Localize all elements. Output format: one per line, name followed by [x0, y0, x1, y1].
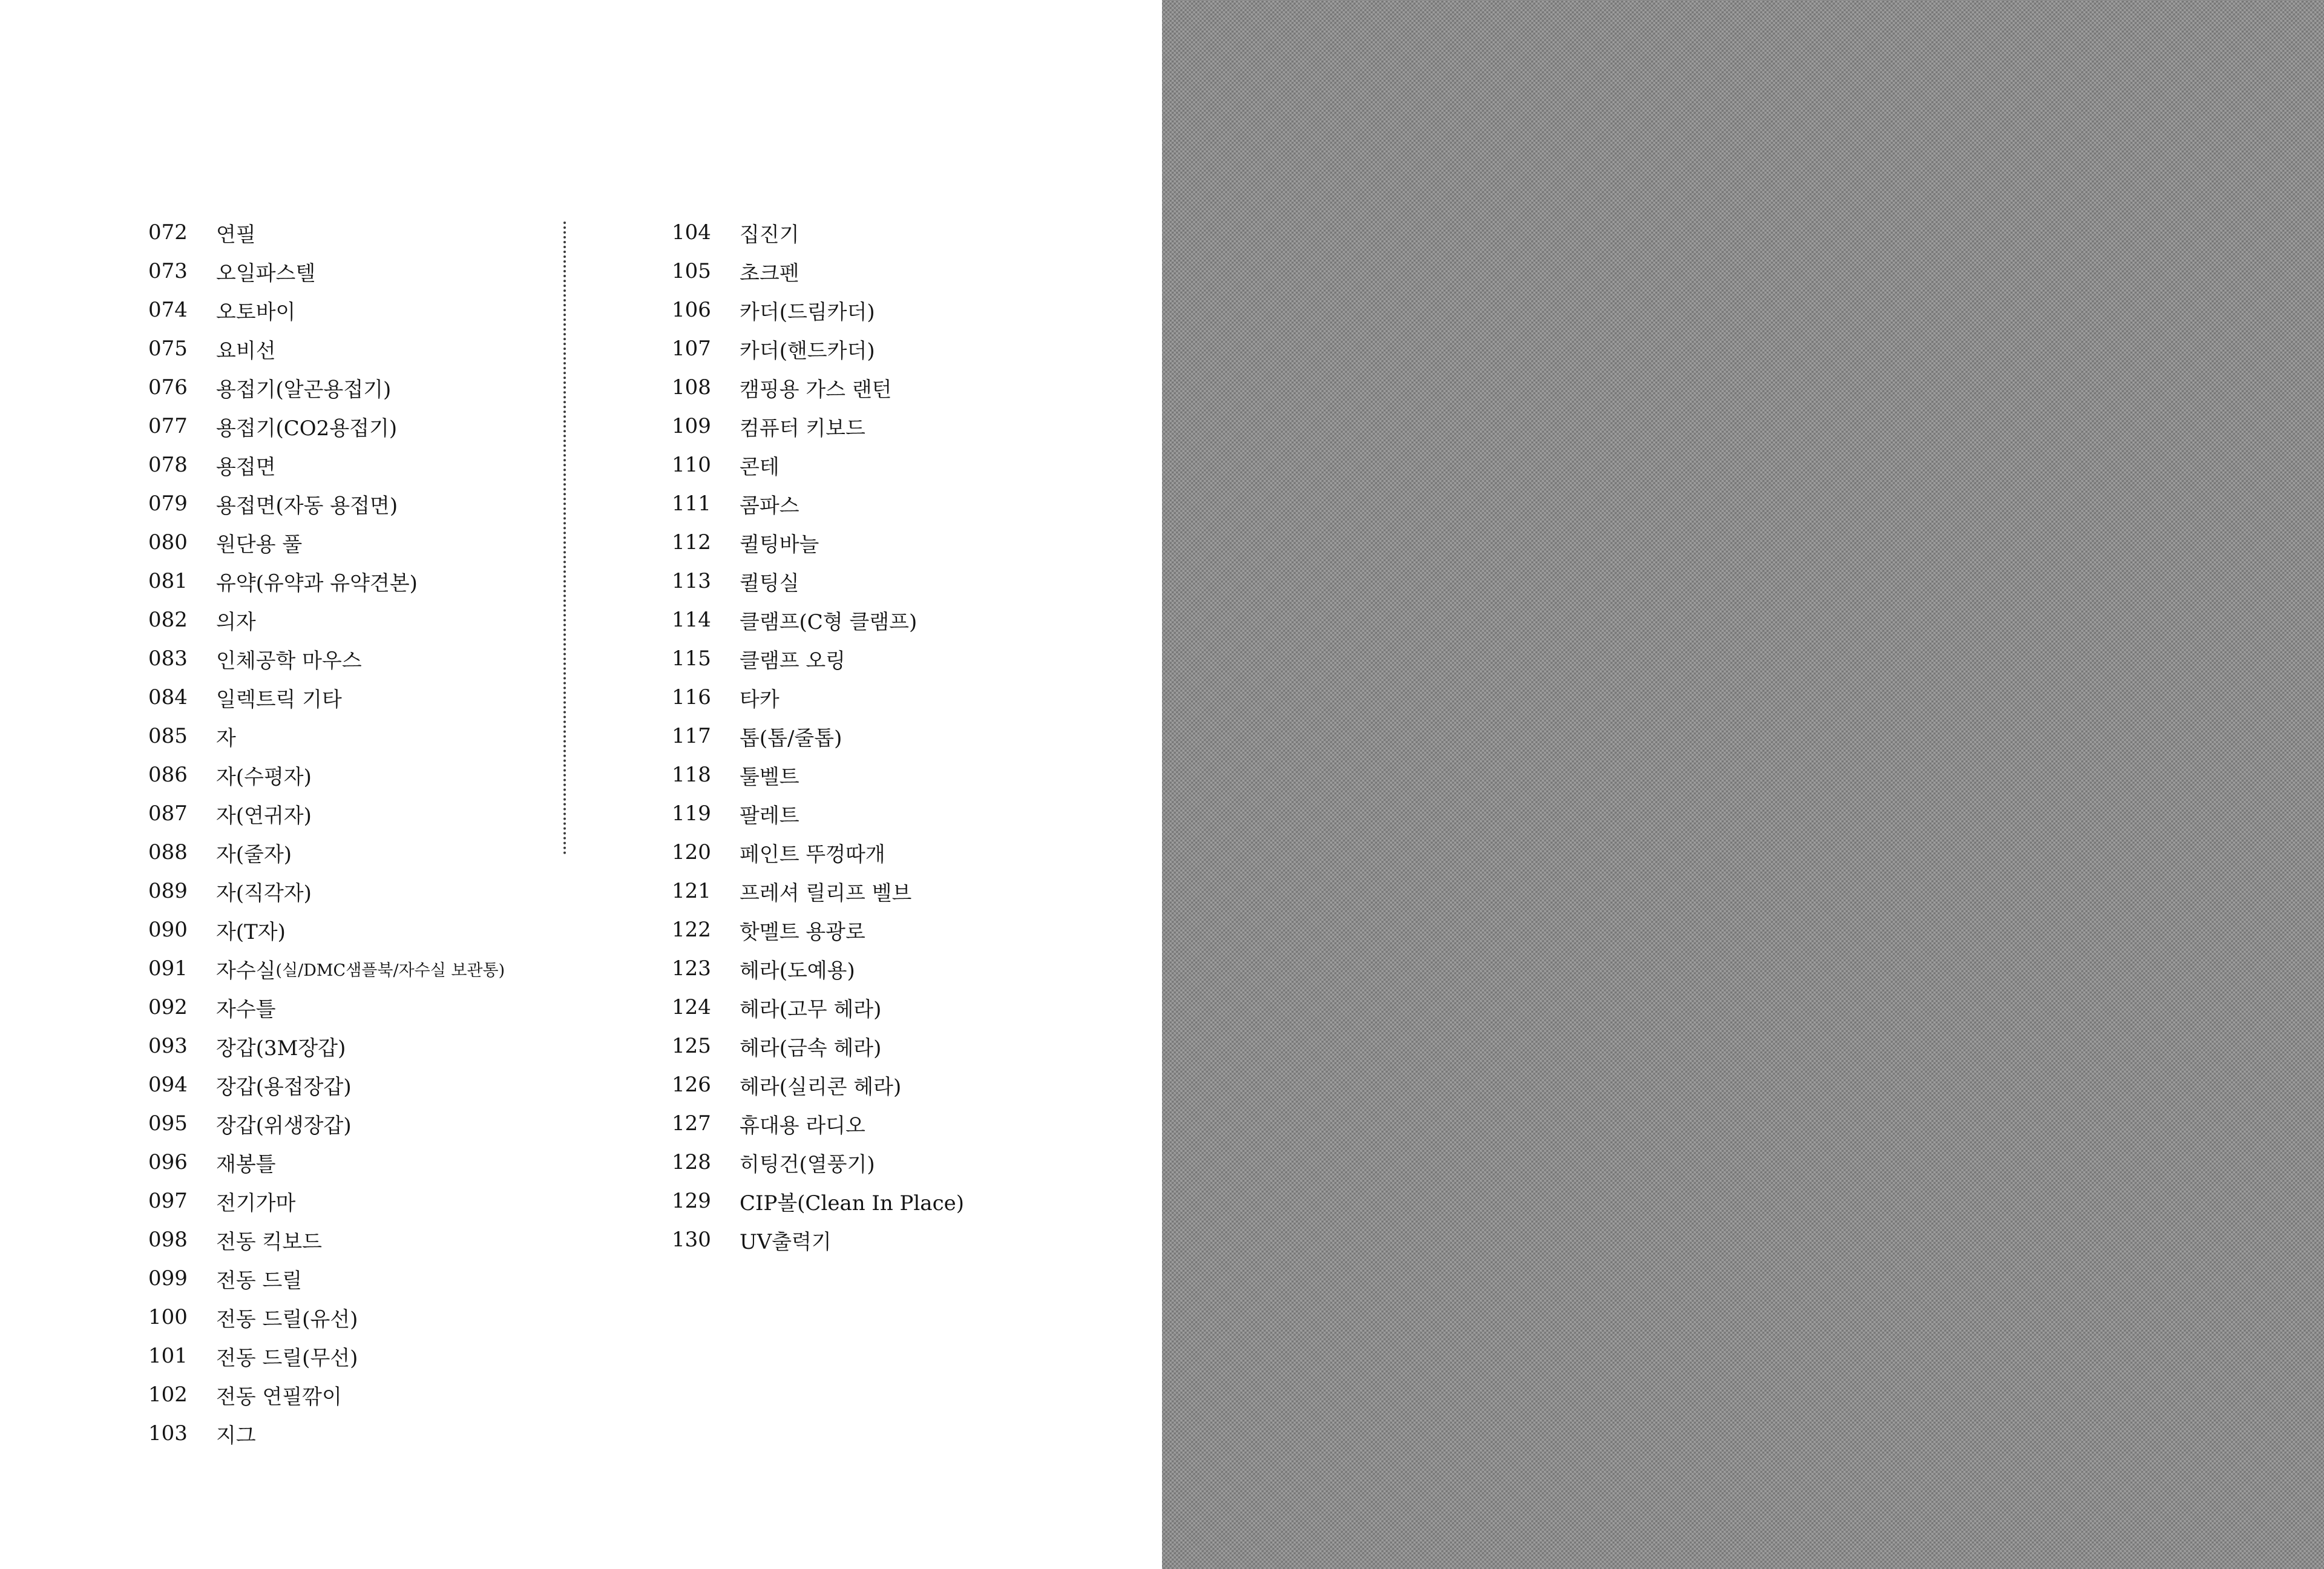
toc-entry [672, 755, 1108, 794]
entry-title: 타카 [740, 687, 780, 712]
entry-number: 121 [672, 879, 711, 903]
entry-number: 076 [148, 375, 188, 400]
entry-number: 082 [148, 608, 188, 632]
toc-entry [672, 252, 1108, 291]
toc-entry [148, 1104, 536, 1143]
entry-number: 073 [148, 259, 188, 283]
entry-number: 104 [672, 220, 711, 245]
toc-entry [148, 988, 536, 1027]
entry-number: 123 [672, 956, 711, 981]
toc-entry [148, 755, 536, 794]
entry-number: 077 [148, 414, 188, 438]
toc-entry [148, 1182, 536, 1220]
entry-title: 자 [216, 726, 236, 751]
entry-number: 074 [148, 298, 188, 322]
entry-title: 전동 연필깎이 [216, 1384, 342, 1409]
entry-number: 124 [672, 995, 711, 1019]
entry-number: 086 [148, 763, 188, 787]
toc-entry [672, 407, 1108, 446]
right-page-halftone [1162, 0, 2324, 1569]
toc-entry [148, 562, 536, 600]
toc-entry [148, 407, 536, 446]
entry-title: 전동 드릴(무선) [216, 1346, 358, 1370]
entry-title: 오토바이 [216, 300, 296, 324]
toc-entry [672, 329, 1108, 368]
entry-title: 콤파스 [740, 493, 799, 518]
entry-title: 퀼팅실 [740, 571, 799, 596]
toc-entry [148, 600, 536, 639]
entry-title: 장갑(위생장갑) [216, 1113, 352, 1138]
entry-number: 078 [148, 453, 188, 477]
entry-title: 장갑(3M장갑) [216, 1036, 346, 1061]
entry-number: 117 [672, 724, 711, 748]
toc-entry [148, 910, 536, 949]
entry-number: 122 [672, 918, 711, 942]
entry-number: 081 [148, 569, 188, 593]
toc-entry [148, 1259, 536, 1298]
toc-entry [672, 291, 1108, 329]
entry-number: 087 [148, 801, 188, 826]
entry-title: 장갑(용접장갑) [216, 1074, 352, 1099]
toc-entry [148, 639, 536, 678]
toc-entry [148, 1337, 536, 1375]
entry-number: 106 [672, 298, 711, 322]
toc-entry [148, 329, 536, 368]
entry-title: 카더(핸드카더) [740, 338, 875, 363]
entry-number: 116 [672, 685, 711, 709]
toc-entry [672, 949, 1108, 988]
entry-number: 118 [672, 763, 711, 787]
entry-number: 080 [148, 530, 188, 554]
entry-title: 자(줄자) [216, 842, 292, 867]
entry-number: 096 [148, 1150, 188, 1174]
entry-title: 프레셔 릴리프 벨브 [740, 881, 912, 906]
entry-title: 퀼팅바늘 [740, 532, 819, 557]
entry-number: 105 [672, 259, 711, 283]
toc-entry [672, 678, 1108, 717]
toc-entry [672, 872, 1108, 910]
toc-entry [148, 1065, 536, 1104]
entry-title: 팔레트 [740, 803, 799, 828]
toc-entry [672, 562, 1108, 600]
entry-title: 전기가마 [216, 1191, 296, 1215]
entry-number: 126 [672, 1073, 711, 1097]
toc-entry [148, 1298, 536, 1337]
toc-entry [148, 368, 536, 407]
toc-entry [672, 833, 1108, 872]
entry-title: 의자 [216, 610, 256, 634]
entry-number: 113 [672, 569, 711, 593]
entry-title: 요비선 [216, 338, 276, 363]
entry-number: 108 [672, 375, 711, 400]
entry-title: 전동 킥보드 [216, 1229, 323, 1254]
entry-title: 용접기(CO2용접기) [216, 416, 398, 441]
entry-number: 130 [672, 1228, 711, 1252]
entry-title: 용접기(알곤용접기) [216, 377, 392, 402]
toc-entry [148, 678, 536, 717]
entry-title: 툴벨트 [740, 765, 799, 789]
entry-number: 112 [672, 530, 711, 554]
entry-title: 전동 드릴 [216, 1268, 303, 1293]
toc-entry [148, 949, 536, 988]
entry-number: 120 [672, 840, 711, 864]
toc-entry [148, 1220, 536, 1259]
entry-number: 102 [148, 1383, 188, 1407]
entry-number: 090 [148, 918, 188, 942]
toc-entry [148, 1414, 536, 1453]
toc-entry [148, 794, 536, 833]
toc-entry [672, 794, 1108, 833]
entry-number: 092 [148, 995, 188, 1019]
entry-number: 129 [672, 1189, 711, 1213]
entry-title: 헤라(고무 헤라) [740, 997, 882, 1022]
entry-number: 111 [672, 492, 711, 516]
entry-number: 100 [148, 1305, 188, 1329]
toc-entry [148, 833, 536, 872]
entry-number: 079 [148, 492, 188, 516]
entry-title: 클램프(C형 클램프) [740, 610, 917, 634]
entry-title: 자수실 [216, 958, 276, 983]
entry-title: 캠핑용 가스 랜턴 [740, 377, 892, 402]
toc-entry [148, 291, 536, 329]
entry-title: 집진기 [740, 222, 799, 247]
entry-number: 119 [672, 801, 711, 826]
entry-title: 헤라(금속 헤라) [740, 1036, 882, 1061]
toc-entry [148, 1143, 536, 1182]
entry-number: 088 [148, 840, 188, 864]
toc-entry [672, 1182, 1108, 1220]
toc-entry [148, 872, 536, 910]
entry-title: 연필 [216, 222, 256, 247]
entry-title: 자(직각자) [216, 881, 312, 906]
toc-entry [672, 1104, 1108, 1143]
toc-entry [148, 213, 536, 252]
toc-column-right [672, 213, 1108, 1259]
entry-title: 휴대용 라디오 [740, 1113, 865, 1138]
entry-title: 톱(톱/줄톱) [740, 726, 842, 751]
entry-number: 127 [672, 1111, 711, 1136]
entry-title: 히팅건(열풍기) [740, 1152, 875, 1177]
entry-title: 헤라(도예용) [740, 958, 855, 983]
entry-title: 자(연귀자) [216, 803, 312, 828]
entry-title: 컴퓨터 키보드 [740, 416, 865, 441]
entry-title: 재봉틀 [216, 1152, 276, 1177]
toc-entry [672, 523, 1108, 562]
toc-entry [148, 484, 536, 523]
entry-number: 128 [672, 1150, 711, 1174]
entry-title: 전동 드릴(유선) [216, 1307, 358, 1332]
entry-title: 용접면(자동 용접면) [216, 493, 398, 518]
entry-number: 109 [672, 414, 711, 438]
entry-title: 클램프 오링 [740, 648, 846, 673]
toc-entry [672, 1143, 1108, 1182]
entry-title: 유약(유약과 유약견본) [216, 571, 418, 596]
entry-title: 원단용 풀 [216, 532, 303, 557]
entry-title: 인체공학 마우스 [216, 648, 362, 673]
entry-number: 072 [148, 220, 188, 245]
entry-title: UV출력기 [740, 1229, 832, 1254]
entry-number: 114 [672, 608, 711, 632]
toc-entry [148, 1027, 536, 1065]
entry-number: 089 [148, 879, 188, 903]
entry-number: 103 [148, 1421, 188, 1446]
entry-title: CIP볼(Clean In Place) [740, 1191, 965, 1215]
entry-number: 098 [148, 1228, 188, 1252]
toc-entry [672, 639, 1108, 678]
entry-title: 카더(드림카더) [740, 300, 875, 324]
toc-column-left [148, 213, 536, 1453]
entry-number: 083 [148, 646, 188, 671]
toc-entry [148, 523, 536, 562]
toc-entry [148, 1375, 536, 1414]
entry-title: 콘테 [740, 455, 780, 479]
entry-title: 일렉트릭 기타 [216, 687, 342, 712]
entry-number: 107 [672, 337, 711, 361]
toc-entry [672, 1220, 1108, 1259]
dotted-column-divider [563, 222, 566, 855]
entry-number: 095 [148, 1111, 188, 1136]
entry-number: 125 [672, 1034, 711, 1058]
toc-entry [672, 213, 1108, 252]
toc-entry [672, 368, 1108, 407]
entry-title: 페인트 뚜껑따개 [740, 842, 885, 867]
entry-title: 자(수평자) [216, 765, 312, 789]
toc-entry [672, 717, 1108, 755]
entry-number: 091 [148, 956, 188, 981]
entry-number: 084 [148, 685, 188, 709]
entry-number: 115 [672, 646, 711, 671]
entry-title: 헤라(실리콘 헤라) [740, 1074, 902, 1099]
toc-entry [672, 1027, 1108, 1065]
toc-entry [672, 1065, 1108, 1104]
entry-title: 자수틀 [216, 997, 276, 1022]
entry-number: 093 [148, 1034, 188, 1058]
entry-title: 지그 [216, 1423, 256, 1448]
toc-entry [672, 910, 1108, 949]
entry-title: 초크펜 [740, 261, 799, 286]
entry-title: 핫멜트 용광로 [740, 919, 865, 944]
entry-number: 099 [148, 1266, 188, 1291]
toc-entry [672, 446, 1108, 484]
entry-title: 오일파스텔 [216, 261, 316, 286]
entry-number: 101 [148, 1344, 188, 1368]
toc-entry [672, 600, 1108, 639]
entry-title: 용접면 [216, 455, 276, 479]
entry-note: (실/DMC샘플북/자수실 보관통) [275, 961, 505, 980]
toc-entry [148, 252, 536, 291]
entry-number: 110 [672, 453, 711, 477]
entry-number: 097 [148, 1189, 188, 1213]
toc-entry [148, 717, 536, 755]
entry-title: 자(T자) [216, 919, 286, 944]
toc-entry [672, 988, 1108, 1027]
toc-entry [672, 484, 1108, 523]
entry-number: 094 [148, 1073, 188, 1097]
toc-entry [148, 446, 536, 484]
entry-number: 085 [148, 724, 188, 748]
entry-number: 075 [148, 337, 188, 361]
